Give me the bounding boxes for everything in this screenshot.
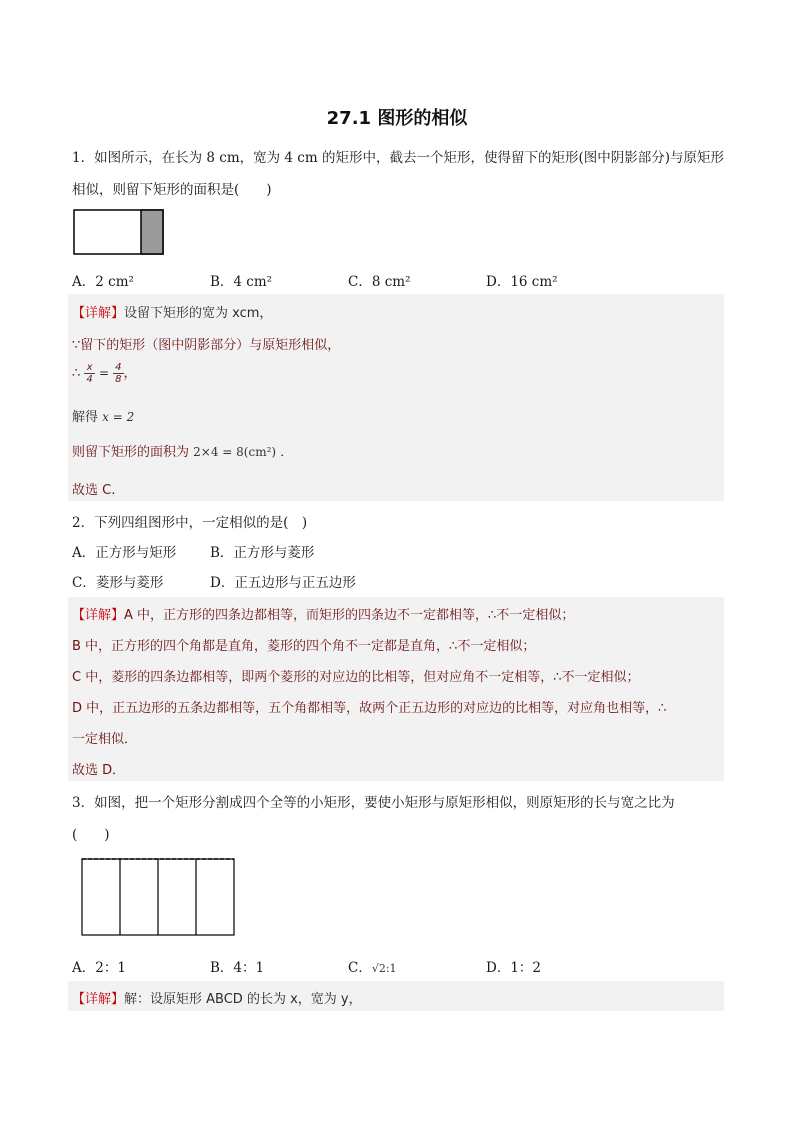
q1-rectangle-figure [73, 209, 165, 256]
q1-fraction-4-over-8: $\frac{4}{8}$ [115, 362, 122, 385]
q2-solution-line-5: 一定相似． [72, 732, 138, 747]
q2-solution-box [68, 597, 724, 781]
q2-solution-line-4: D 中，正五边形的五条边都相等，五个角都相等，故两个正五边形的对应边的比相等，对应角也相等，∴ [72, 701, 667, 716]
q1-solution-box [68, 294, 724, 501]
q1-shaded-rectangle [141, 210, 163, 254]
q1-solution-line-4: 解得 x = 2 [72, 410, 135, 425]
q2-option-b: B．正方形与菱形 [210, 545, 315, 561]
q2-option-d: D．正五边形与正五边形 [210, 575, 356, 591]
q1-stem-line-1: 1．如图所示，在长为 8 cm，宽为 4 cm 的矩形中，截去一个矩形，使得留下的矩形(图中阴影部分)与原矩形 [72, 150, 724, 166]
q1-solution-line-6: 故选 C. [72, 483, 116, 498]
q1-solution-line-2: ∵留下的矩形（图中阴影部分）与原矩形相似， [72, 338, 341, 353]
q1-solution-tag: 【详解】 [72, 306, 125, 321]
q1-option-c: C．8 cm² [348, 274, 411, 290]
q2-solution-line-2: B 中，正方形的四个角都是直角，菱形的四个角不一定都是直角，∴不一定相似； [72, 639, 536, 654]
q1-fraction-x-over-4: $\frac{x}{4}$ [86, 362, 93, 385]
q2-option-a: A．正方形与矩形 [72, 545, 177, 561]
q2-option-c: C．菱形与菱形 [72, 575, 164, 591]
q3-solution-line-1: 【详解】解：设原矩形 ABCD 的长为 x，宽为 y， [72, 992, 362, 1007]
q3-stem-line-2: ( ) [72, 827, 110, 843]
q2-solution-tag: 【详解】 [72, 608, 125, 623]
q3-divided-rectangle-figure [81, 857, 236, 937]
q1-option-a: A．2 cm² [72, 274, 134, 290]
q2-solution-line-3: C 中，菱形的四条边都相等，即两个菱形的对应边的比相等，但对应角不一定相等，∴不一定相似； [72, 670, 640, 685]
q1-solution-line-3: ∴ $\frac{x}{4}$ = $\frac{4}{8}$ ， [72, 362, 137, 385]
page-title: 27.1 图形的相似 [326, 108, 468, 129]
q3-stem-line-1: 3．如图，把一个矩形分割成四个全等的小矩形，要使小矩形与原矩形相似，则原矩形的长与宽之比为 [72, 795, 675, 811]
q2-solution-line-1: 【详解】A 中，正方形的四条边都相等，而矩形的四条边不一定都相等，∴不一定相似； [72, 608, 575, 623]
q2-solution-line-6: 故选 D． [72, 763, 126, 778]
q3-option-d: D．1：2 [486, 960, 542, 976]
q1-stem-line-2: 相似，则留下矩形的面积是( ) [72, 182, 272, 198]
q3-option-c: C．√2:1 [348, 960, 397, 976]
q3-solution-tag: 【详解】 [72, 992, 125, 1007]
q1-option-b: B．4 cm² [210, 274, 273, 290]
q1-solution-line-1: 【详解】设留下矩形的宽为 xcm， [72, 306, 273, 321]
q3-option-a: A．2：1 [72, 960, 126, 976]
q2-stem: 2．下列四组图形中，一定相似的是( ) [72, 515, 308, 531]
q3-option-b: B．4：1 [210, 960, 265, 976]
q1-solution-line-5: 则留下矩形的面积为 2×4 = 8(cm²) ． [72, 445, 294, 460]
q1-option-d: D．16 cm² [486, 274, 558, 290]
